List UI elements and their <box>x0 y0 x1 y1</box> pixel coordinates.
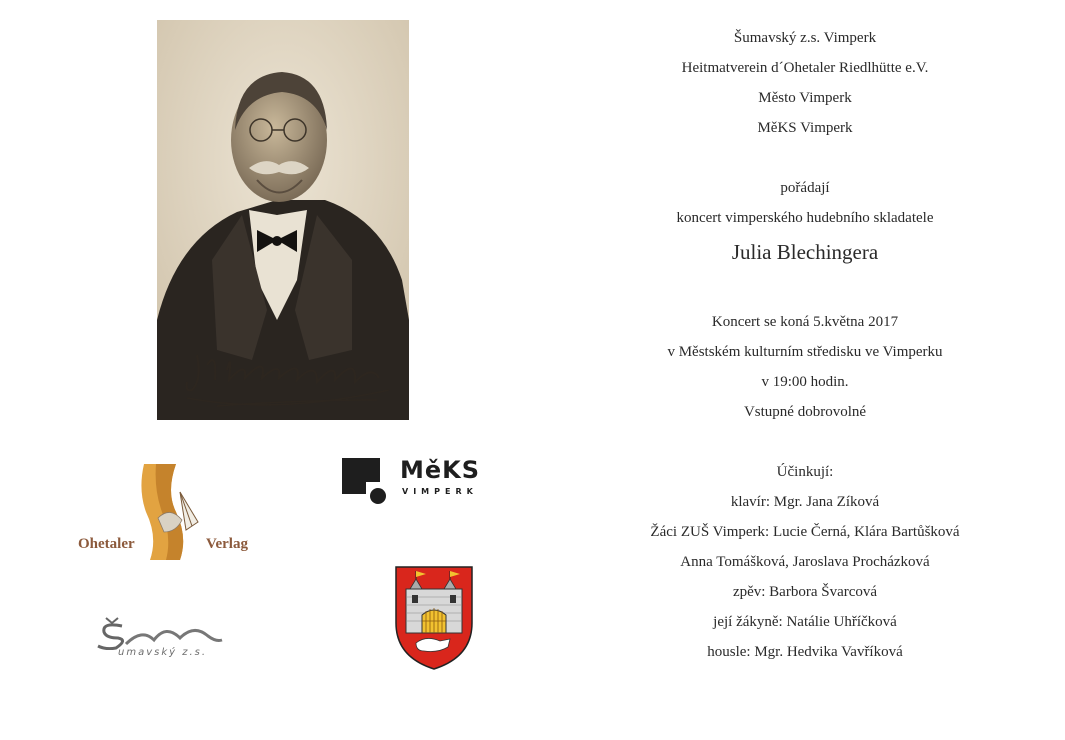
meks-mark-icon <box>342 458 390 504</box>
organizer-line: Heitmatverein d´Ohetaler Riedlhütte e.V. <box>681 60 929 76</box>
organizer-line: MěKS Vimperk <box>757 120 853 136</box>
sumavsky-logo <box>96 614 228 666</box>
meks-subtitle: VIMPERK <box>402 487 478 496</box>
organizer-line: Šumavský z.s. Vimperk <box>733 30 877 46</box>
ohetaler-word: Ohetaler <box>78 536 135 552</box>
performer-line: Žáci ZUŠ Vimperk: Lucie Černá, Klára Bartůšková <box>650 524 960 540</box>
verlag-word: Verlag <box>206 536 248 552</box>
composer-name: Julia Blechingera <box>731 240 879 264</box>
composer-portrait <box>157 20 409 420</box>
event-detail: v Městském kulturním středisku ve Vimperku <box>667 344 943 360</box>
performer-line: housle: Mgr. Hedvika Vavříková <box>707 644 903 660</box>
meks-name: MěKS <box>400 456 481 484</box>
sumava-mountains-icon <box>96 614 228 650</box>
event-detail: Vstupné dobrovolné <box>743 404 867 420</box>
performers-heading: Účinkují: <box>776 464 834 480</box>
intro-description: koncert vimperského hudebního skladatele <box>676 210 934 226</box>
quill-ribbon-icon <box>136 462 206 562</box>
event-detail: v 19:00 hodin. <box>761 374 849 390</box>
meks-vimperk-logo <box>342 456 492 506</box>
event-detail: Koncert se koná 5.května 2017 <box>711 314 899 330</box>
intro-verb: pořádají <box>780 180 830 196</box>
sumavsky-text: umavský z.s. <box>118 647 208 658</box>
performer-line: Anna Tomášková, Jaroslava Procházková <box>680 554 930 570</box>
portrait-photo <box>157 20 409 420</box>
vimperk-coat-of-arms-icon <box>394 565 474 675</box>
performer-line: zpěv: Barbora Švarcová <box>732 584 878 600</box>
performer-line: klavír: Mgr. Jana Zíková <box>730 494 880 510</box>
performer-line: její žákyně: Natálie Uhříčková <box>713 614 897 630</box>
invitation-text <box>600 26 1010 670</box>
organizer-line: Město Vimperk <box>758 90 852 106</box>
ohetaler-verlag-logo <box>78 460 260 564</box>
